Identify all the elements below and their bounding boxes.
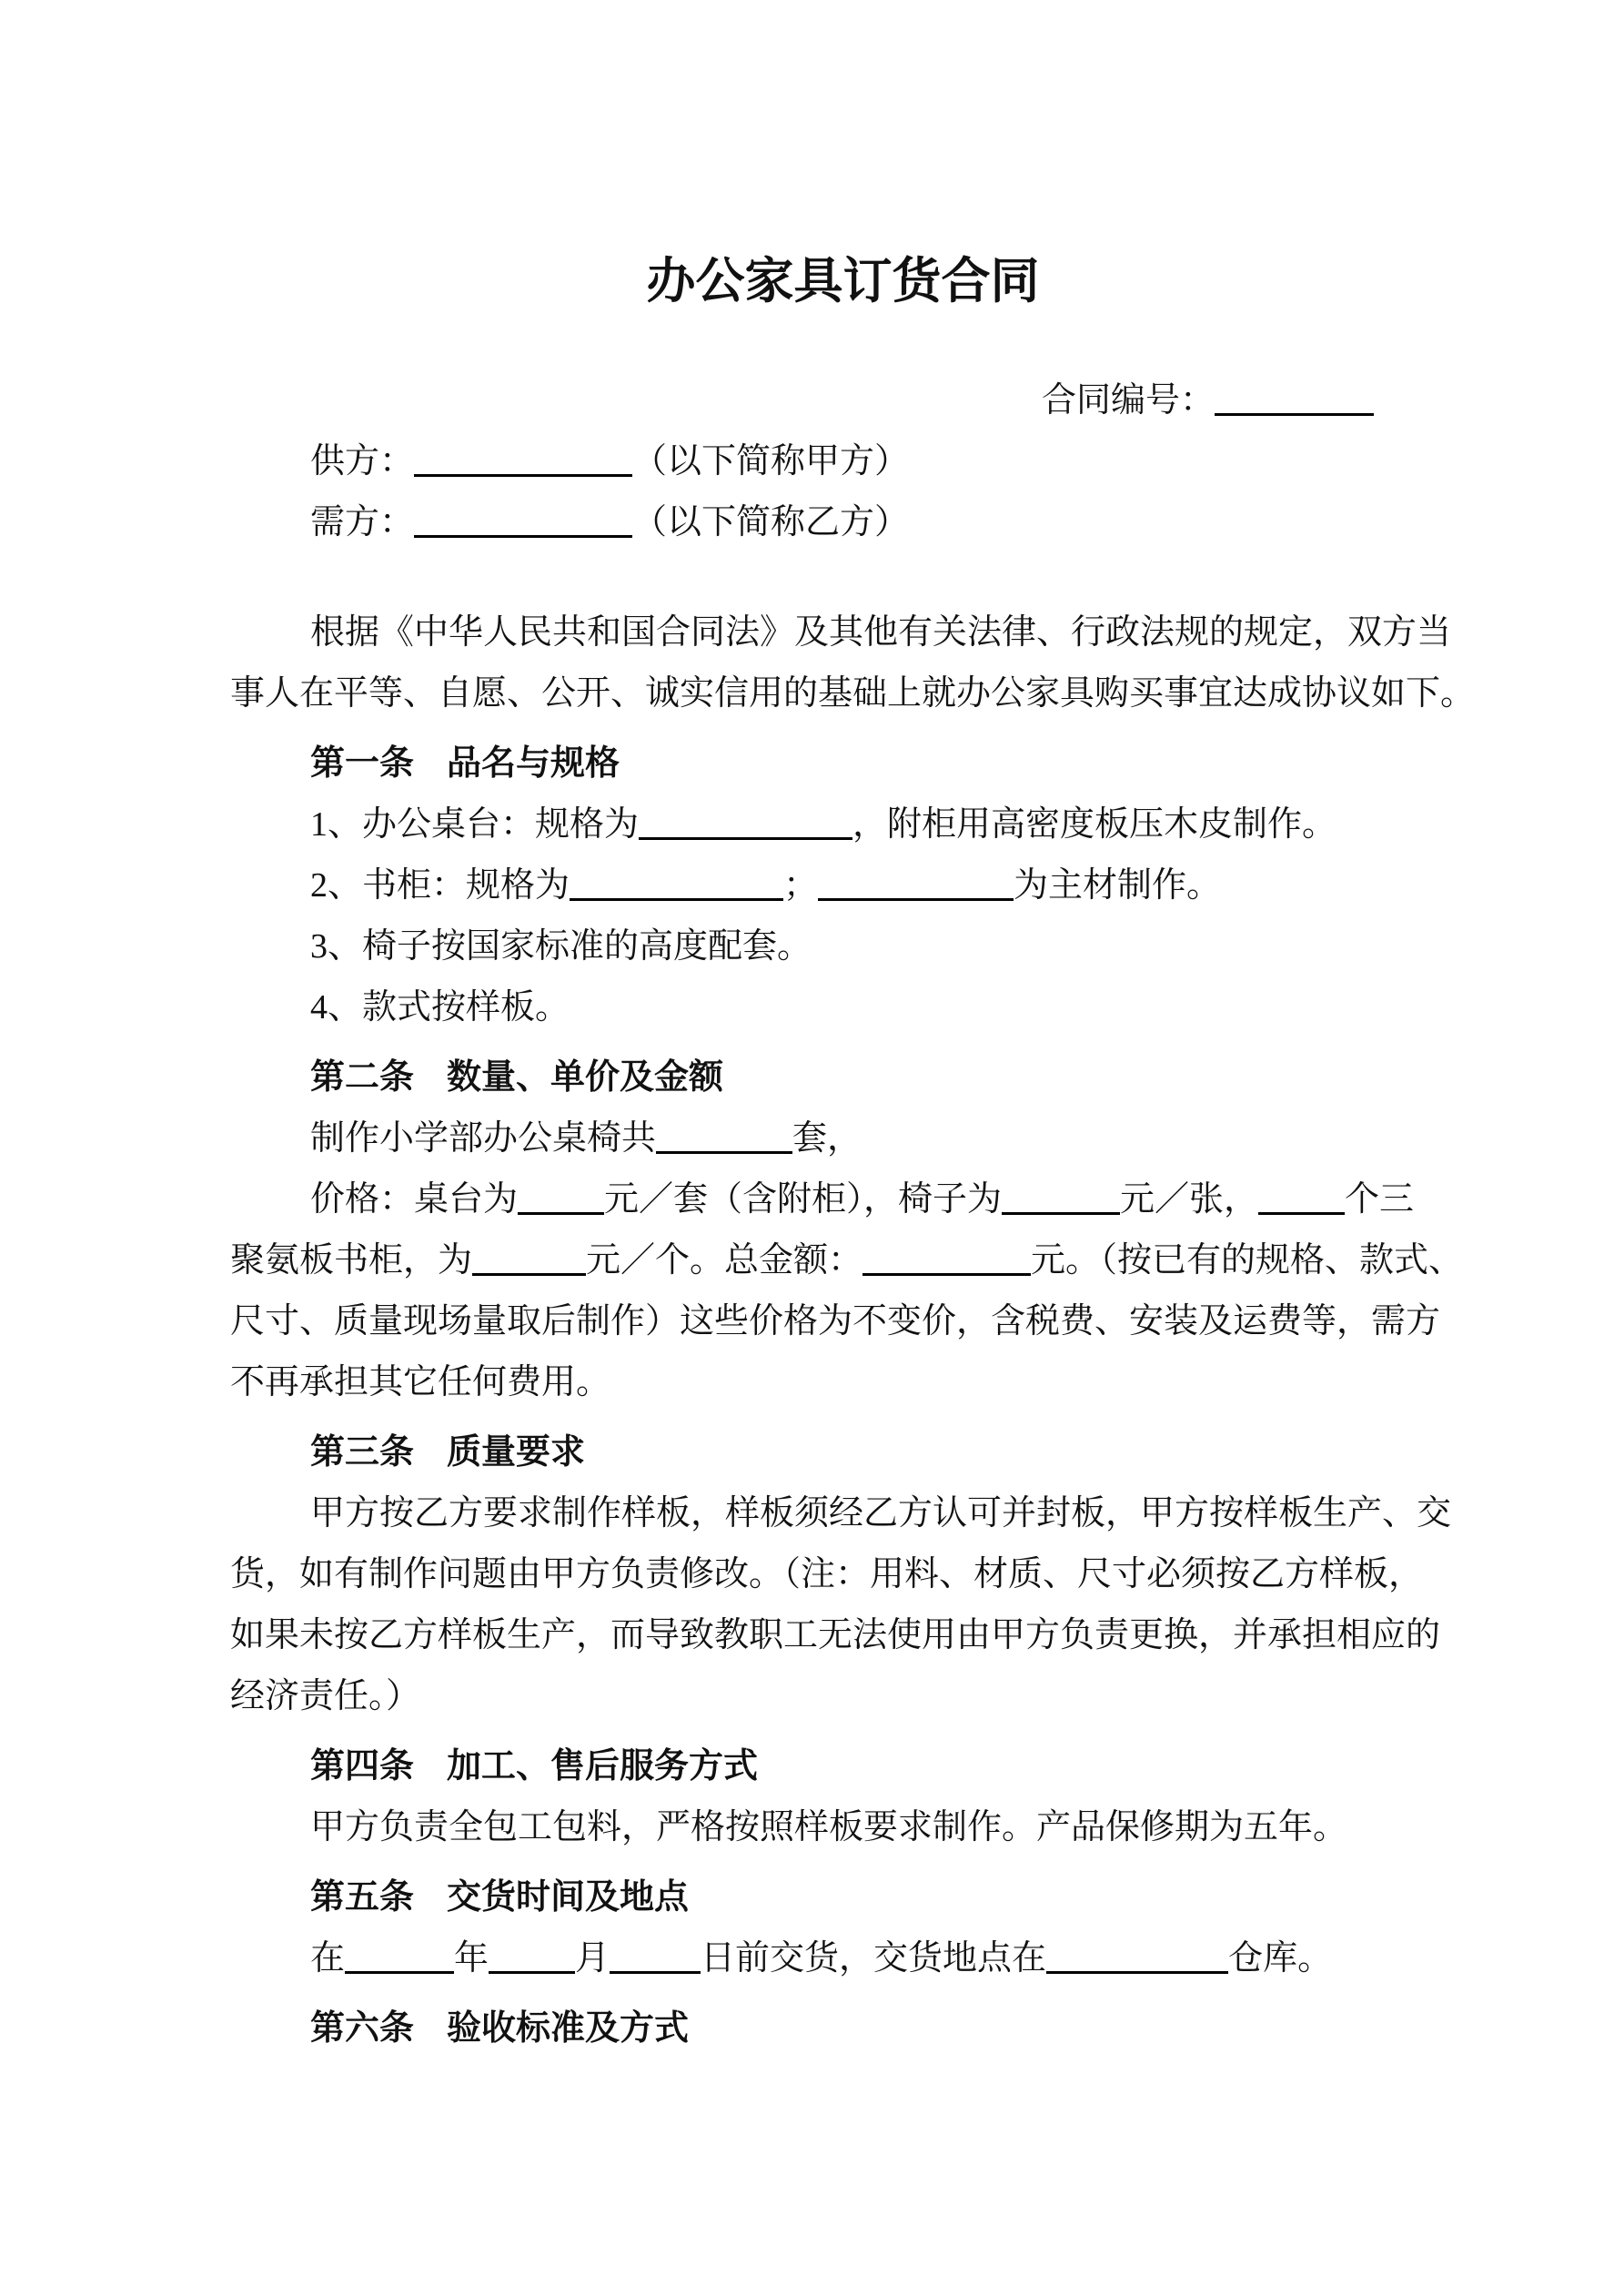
fill-in-blank (1002, 1176, 1120, 1215)
fill-in-blank (489, 1935, 575, 1974)
fill-in-blank (1258, 1176, 1345, 1215)
fill-in-blank (862, 1237, 1031, 1276)
text-run: 如果未按乙方样板生产，而导致教职工无法使用由甲方负责更换，并承担相应的 (230, 1616, 1441, 1654)
text-run: （以下简称甲方） (632, 442, 910, 480)
text-run: 个三 (1345, 1180, 1415, 1219)
fill-in-blank (1046, 1935, 1228, 1974)
paragraph-line (230, 1928, 1456, 1989)
fill-in-blank (818, 862, 1014, 901)
section-heading (230, 1047, 1456, 1108)
section-heading (230, 1422, 1456, 1483)
paragraph-line (230, 1483, 1456, 1544)
text-run: 加工、售后服务方式 (447, 1747, 759, 1785)
text-run: 事人在平等、自愿、公开、诚实信用的基础上就办公家具购买事宜达成协议如下。 (230, 674, 1476, 713)
text-run: 日前交货，交货地点在 (701, 1939, 1047, 1977)
text-run: 第四条 (310, 1747, 415, 1785)
text-run: 数量、单价及金额 (447, 1058, 724, 1097)
fill-in-blank (345, 1935, 454, 1974)
party-line (230, 492, 1456, 553)
text-run: 元。（按已有的规格、款式、 (1031, 1241, 1464, 1279)
text-run: 质量要求 (447, 1433, 586, 1472)
text-run: ，附柜用高密度板压木皮制作。 (852, 805, 1337, 844)
paragraph-line (230, 1230, 1464, 1291)
fill-in-blank (639, 801, 852, 840)
paragraph-line (230, 794, 1456, 855)
fill-in-blank (414, 499, 632, 538)
text-run: 套， (792, 1119, 862, 1158)
contract-number-line (230, 370, 1374, 431)
text-run: 不再承担其它任何费用。 (230, 1363, 611, 1401)
text-run: 品名与规格 (447, 744, 620, 783)
paragraph-line (230, 1666, 1456, 1727)
section-heading (230, 733, 1456, 794)
text-run: 仓库。 (1228, 1939, 1333, 1977)
text-run: 聚氨板书柜，为 (230, 1241, 473, 1279)
text-run: 甲方负责全包工包料，严格按照样板要求制作。产品保修期为五年。 (310, 1808, 1348, 1846)
text-run: 需方： (310, 503, 415, 541)
paragraph-line (230, 602, 1456, 663)
fill-in-blank (570, 862, 783, 901)
fill-in-blank (1215, 377, 1374, 416)
text-run: 经济责任。） (230, 1677, 421, 1715)
text-run: 1、办公桌台：规格为 (310, 805, 640, 844)
text-run: 办公家具订货合同 (646, 254, 1040, 308)
text-run: 元／套（含附柜），椅子为 (604, 1180, 1003, 1219)
paragraph-line (230, 1291, 1456, 1352)
paragraph-line (230, 1544, 1456, 1605)
paragraph-line (230, 1797, 1456, 1858)
text-run: 元／个。总金额： (586, 1241, 863, 1279)
section-heading (230, 1867, 1456, 1928)
section-heading (230, 1736, 1456, 1797)
paragraph-line (230, 1169, 1456, 1230)
text-run: 第三条 (310, 1433, 415, 1472)
text-run: 月 (575, 1939, 610, 1977)
text-run: 制作小学部办公桌椅共 (310, 1119, 657, 1158)
text-run: 合同编号： (1041, 381, 1215, 420)
fill-in-blank (518, 1176, 604, 1215)
text-run: 货，如有制作问题由甲方负责修改。（注：用料、材质、尺寸必须按乙方样板， (230, 1555, 1424, 1593)
text-run: 交货时间及地点 (447, 1878, 690, 1917)
paragraph-line (230, 663, 1476, 724)
section-heading (230, 1998, 1456, 2059)
paragraph-line (230, 855, 1456, 916)
text-run: （以下简称乙方） (632, 503, 910, 541)
fill-in-blank (414, 438, 632, 477)
paragraph-line (230, 1108, 1456, 1169)
text-run: 3、椅子按国家标准的高度配套。 (310, 927, 812, 966)
paragraph-line (230, 916, 1456, 977)
fill-in-blank (472, 1237, 586, 1276)
text-run: 为主材制作。 (1014, 866, 1222, 905)
text-run: 元／张， (1120, 1180, 1259, 1219)
text-run: 在 (310, 1939, 346, 1977)
text-run: 第二条 (310, 1058, 415, 1097)
text-run: 第五条 (310, 1878, 415, 1917)
paragraph-line (230, 1352, 1456, 1413)
text-run: 2、书柜：规格为 (310, 866, 570, 905)
text-run: 甲方按乙方要求制作样板，样板须经乙方认可并封板，甲方按样板生产、交 (310, 1494, 1452, 1532)
fill-in-blank (656, 1115, 792, 1154)
text-run: 尺寸、质量现场量取后制作）这些价格为不变价，含税费、安装及运费等，需方 (230, 1302, 1441, 1340)
text-run: 4、款式按样板。 (310, 988, 570, 1027)
party-line (230, 431, 1456, 492)
text-run: 供方： (310, 442, 415, 480)
text-run: 第六条 (310, 2009, 415, 2048)
text-run: ； (783, 866, 819, 905)
text-run: 验收标准及方式 (447, 2009, 690, 2048)
text-run: 第一条 (310, 744, 415, 783)
document-title (230, 248, 1456, 316)
text-run: 价格：桌台为 (310, 1180, 519, 1219)
paragraph-line (230, 977, 1456, 1038)
paragraph-line (230, 1605, 1456, 1666)
blank-spacer (230, 553, 1456, 602)
fill-in-blank (610, 1935, 701, 1974)
text-run: 根据《中华人民共和国合同法》及其他有关法律、行政法规的规定，双方当 (310, 613, 1452, 652)
text-run: 年 (454, 1939, 489, 1977)
